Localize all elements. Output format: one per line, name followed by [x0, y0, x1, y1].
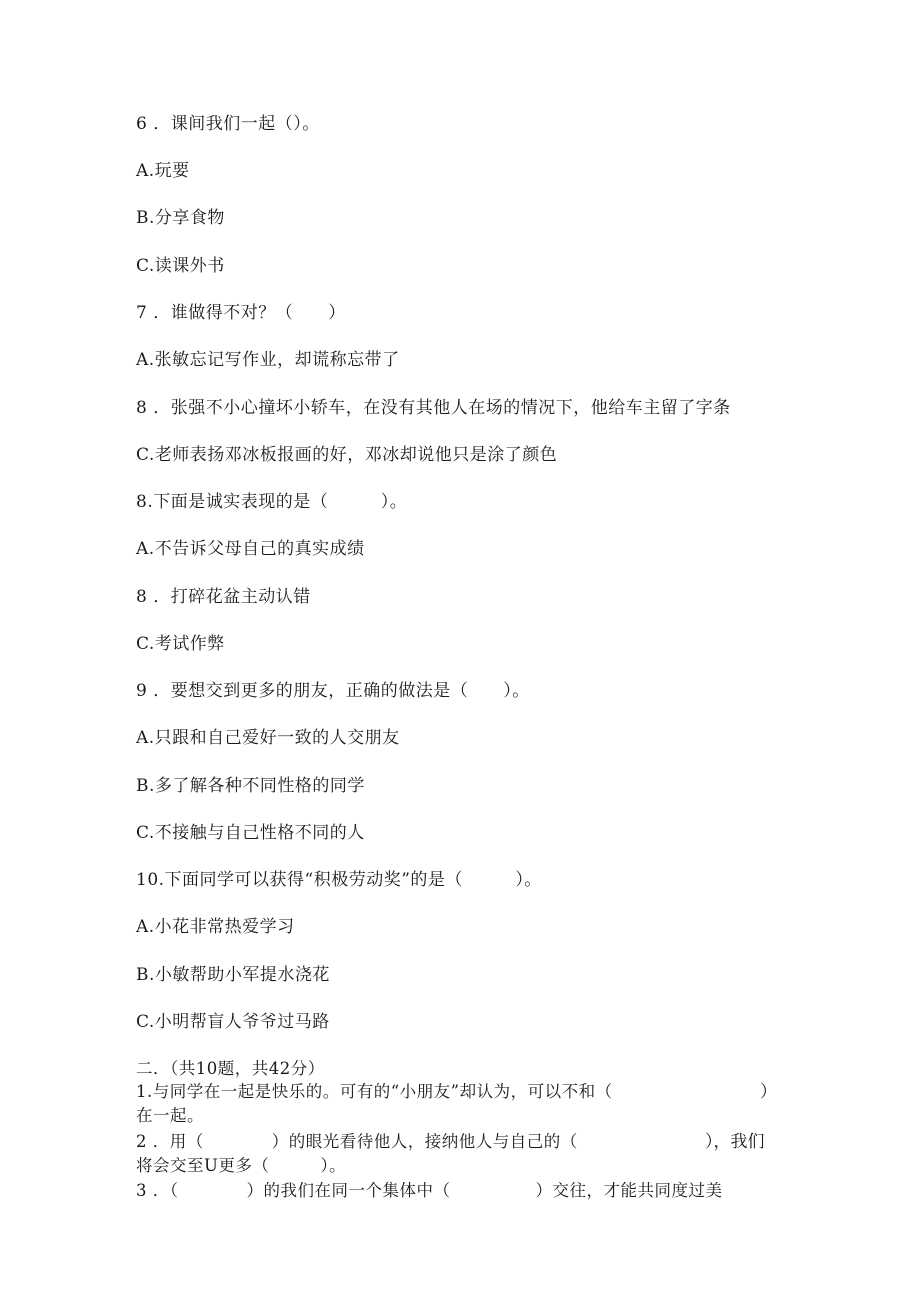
- question-6: 6 ．课间我们一起（）。: [136, 114, 320, 134]
- fill-question-2: 2 ．用（ ）的眼光看待他人，接纳他人与自己的（: [136, 1132, 578, 1151]
- question-10-option-c: C.小明帮盲人爷爷过马路: [136, 1012, 330, 1032]
- question-7: 7 ．谁做得不对？（ ）: [136, 303, 346, 323]
- fill-question-1: 1.与同学在一起是快乐的。可有的“小朋友”却认为，可以不和（: [136, 1082, 613, 1101]
- fill-question-1-continued: 在一起。: [136, 1106, 204, 1125]
- question-7-option-b: 8 ．张强不小心撞坏小轿车，在没有其他人在场的情况下，他给车主留了字条: [136, 398, 731, 418]
- question-10-option-b: B.小敏帮助小军提水浇花: [136, 965, 330, 985]
- question-7-option-a: A.张敏忘记写作业，却谎称忘带了: [136, 350, 400, 370]
- fill-question-2-end: ），我们: [705, 1132, 765, 1152]
- fill-question-1-end: ）: [760, 1082, 777, 1102]
- question-9-option-b: B.多了解各种不同性格的同学: [136, 776, 365, 796]
- question-9-option-c: C.不接触与自己性格不同的人: [136, 823, 365, 843]
- question-8-option-b: 8 ．打碎花盆主动认错: [136, 587, 311, 607]
- question-10-option-a: A.小花非常热爱学习: [136, 917, 295, 937]
- question-6-option-b: B.分享食物: [136, 208, 225, 228]
- question-6-option-a: A.玩要: [136, 161, 190, 181]
- fill-question-2-continued: 将会交至U更多（ ）。: [136, 1156, 347, 1175]
- question-9-option-a: A.只跟和自己爱好一致的人交朋友: [136, 728, 400, 748]
- question-6-option-c: C.读课外书: [136, 256, 225, 276]
- question-10: 10.下面同学可以获得“积极劳动奖”的是（ ）。: [136, 870, 542, 890]
- question-8-option-a: A.不告诉父母自己的真实成绩: [136, 539, 365, 559]
- question-9: 9 ．要想交到更多的朋友，正确的做法是（ ）。: [136, 681, 530, 701]
- question-8: 8.下面是诚实表现的是（ ）。: [136, 492, 408, 512]
- section-2-heading: 二．（共10题，共42分）: [136, 1059, 325, 1078]
- fill-question-3: 3 ．（ ）的我们在同一个集体中（ ）交往，才能共同度过美: [136, 1181, 723, 1200]
- question-7-option-c: C.老师表扬邓冰板报画的好，邓冰却说他只是涂了颜色: [136, 445, 558, 465]
- question-8-option-c: C.考试作弊: [136, 634, 225, 654]
